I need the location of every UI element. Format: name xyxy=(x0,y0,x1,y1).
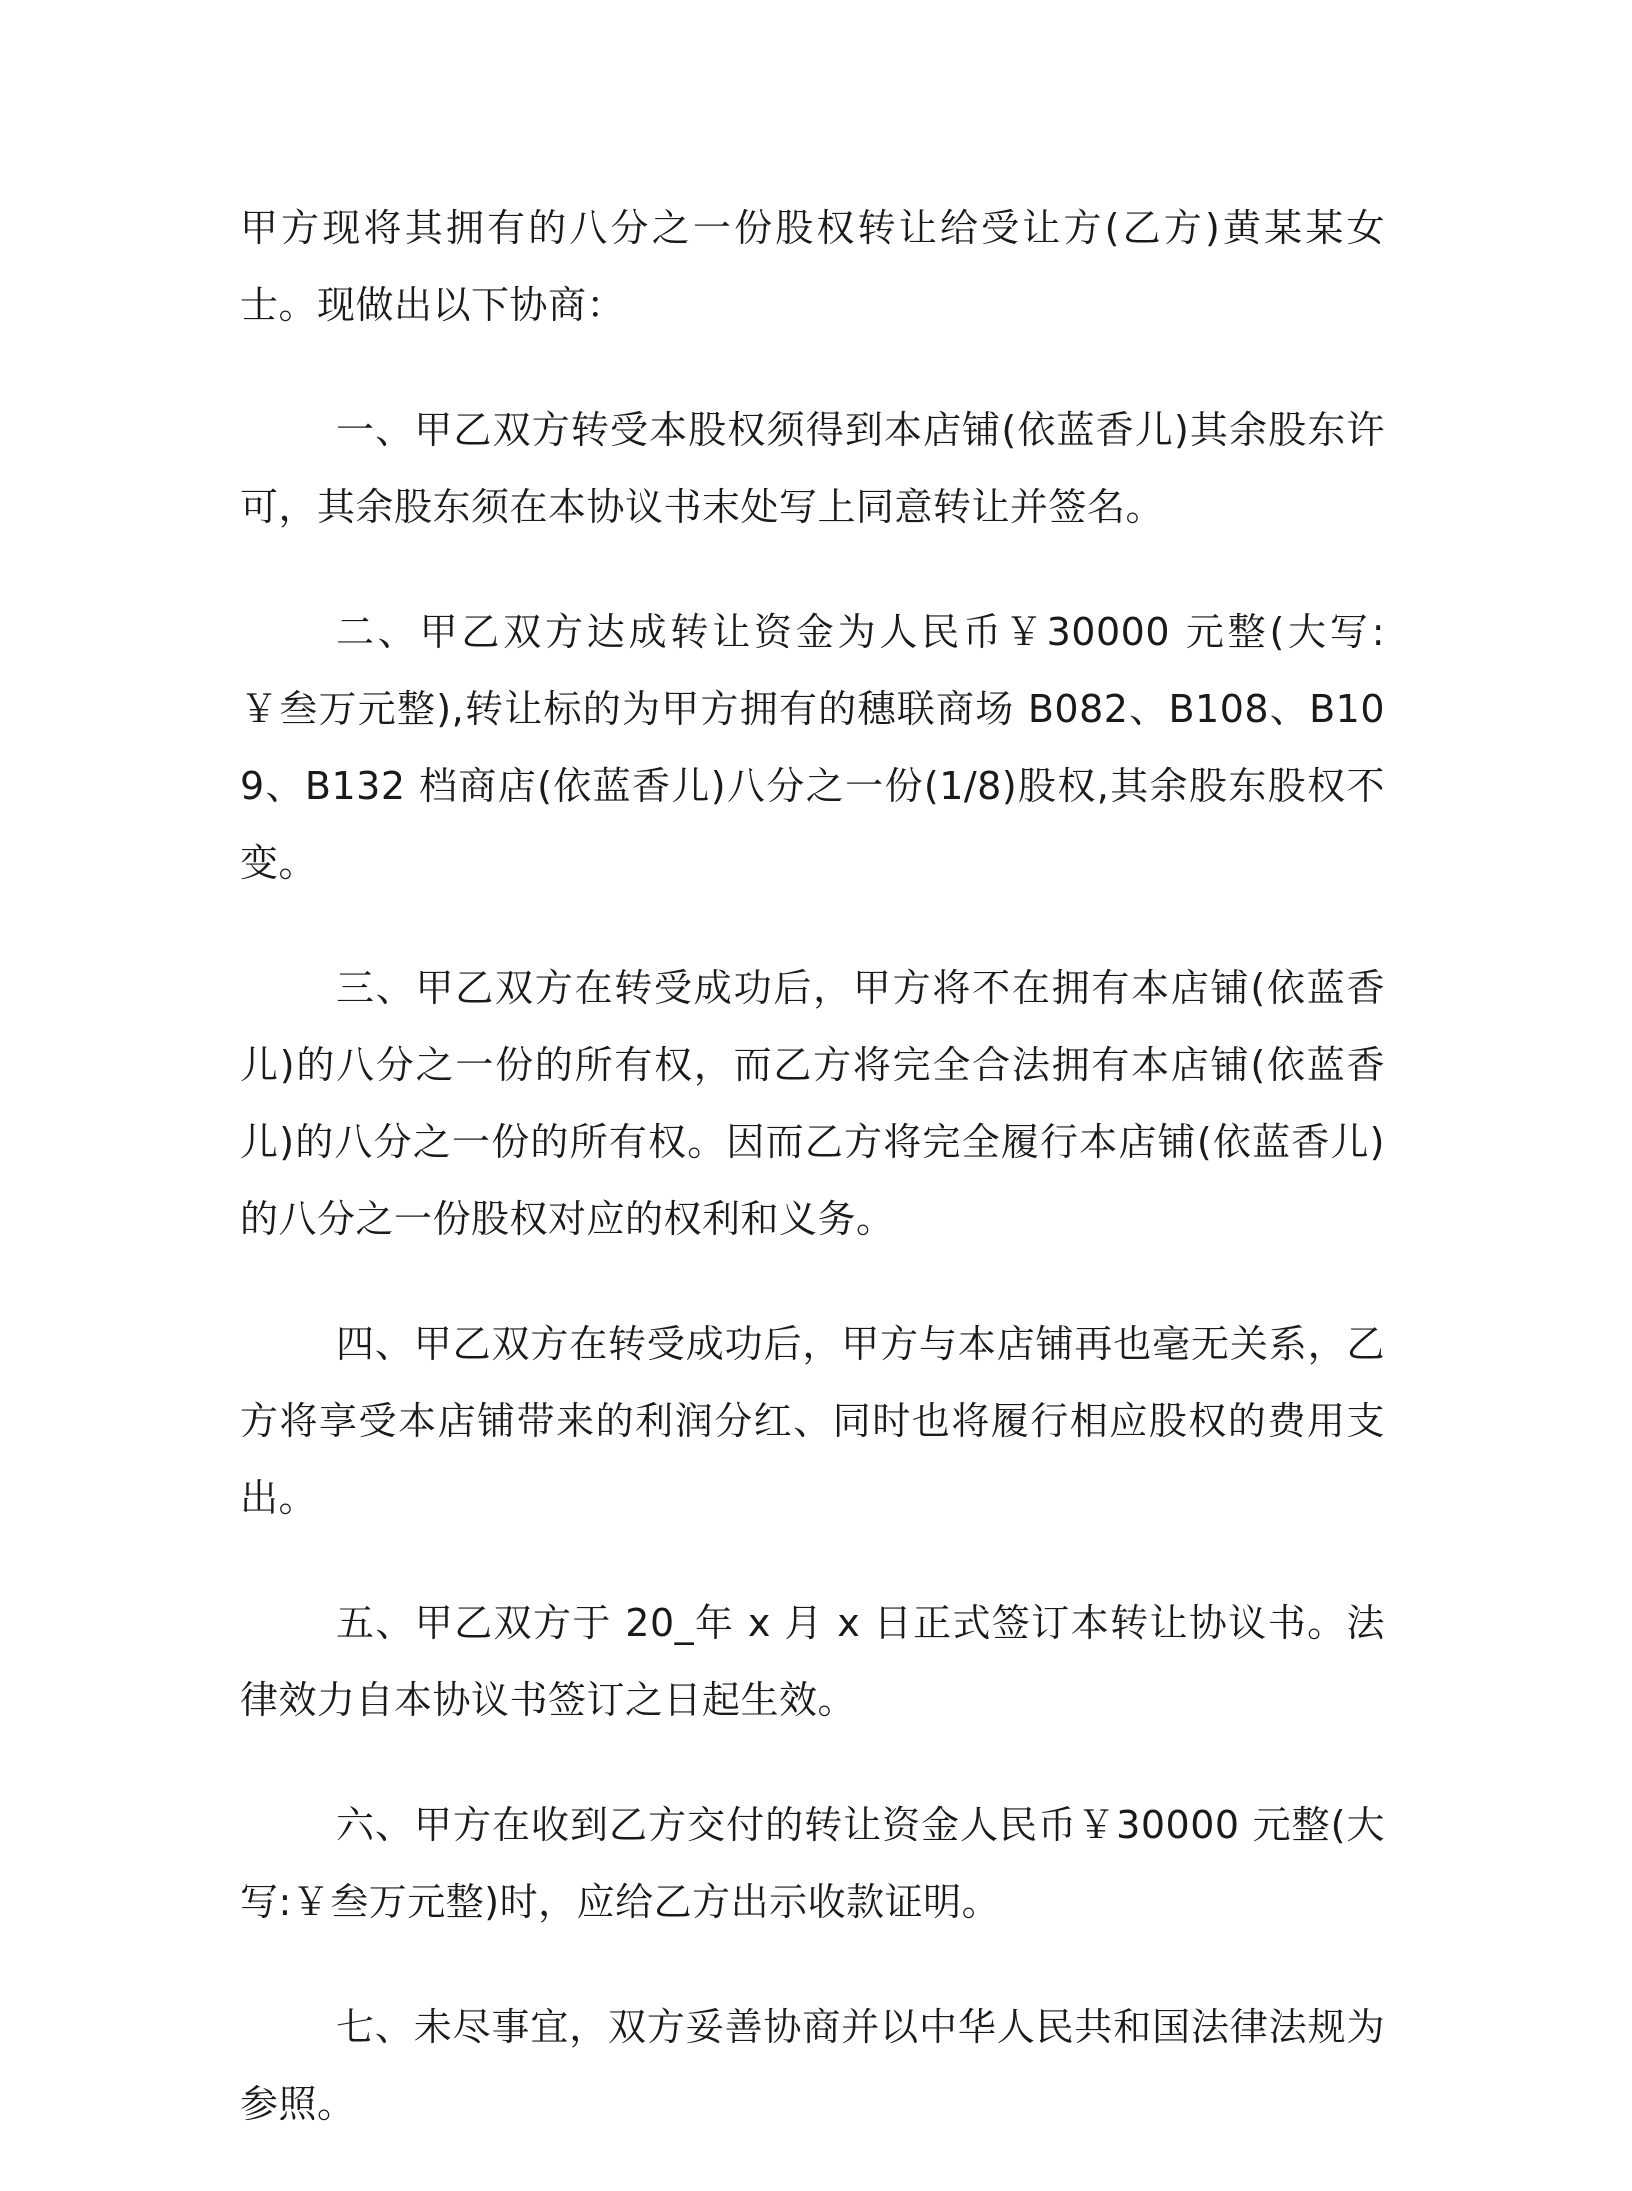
clause-4-paragraph: 四、甲乙双方在转受成功后，甲方与本店铺再也毫无关系，乙方将享受本店铺带来的利润分红、同时也将履行相应股权的费用支出。 xyxy=(240,1322,1385,1520)
intro-paragraph: 甲方现将其拥有的八分之一份股权转让给受让方(乙方)黄某某女士。现做出以下协商： xyxy=(240,206,1385,327)
clause-5-paragraph: 五、甲乙双方于 20_年 x 月 x 日正式签订本转让协议书。法律效力自本协议书签订之日起生效。 xyxy=(240,1601,1385,1722)
clause-1-paragraph: 一、甲乙双方转受本股权须得到本店铺(依蓝香儿)其余股东许可，其余股东须在本协议书末处写上同意转让并签名。 xyxy=(240,408,1385,529)
clause-7-paragraph: 七、未尽事宜，双方妥善协商并以中华人民共和国法律法规为参照。 xyxy=(240,2005,1385,2126)
document-body xyxy=(240,190,1385,2191)
clause-2-paragraph: 二、甲乙双方达成转让资金为人民币￥30000 元整(大写:￥叁万元整),转让标的为甲方拥有的穗联商场 B082、B108、B109、B132 档商店(依蓝香儿)八分之一份(1/8)股权,其余股东股权不变。 xyxy=(240,610,1385,885)
clause-3-paragraph: 三、甲乙双方在转受成功后，甲方将不在拥有本店铺(依蓝香儿)的八分之一份的所有权，而乙方将完全合法拥有本店铺(依蓝香儿)的八分之一份的所有权。因而乙方将完全履行本店铺(依蓝香儿)的八分之一份股权对应的权利和义务。 xyxy=(240,966,1385,1241)
clause-6-paragraph: 六、甲方在收到乙方交付的转让资金人民币￥30000 元整(大写:￥叁万元整)时，应给乙方出示收款证明。 xyxy=(240,1803,1385,1924)
